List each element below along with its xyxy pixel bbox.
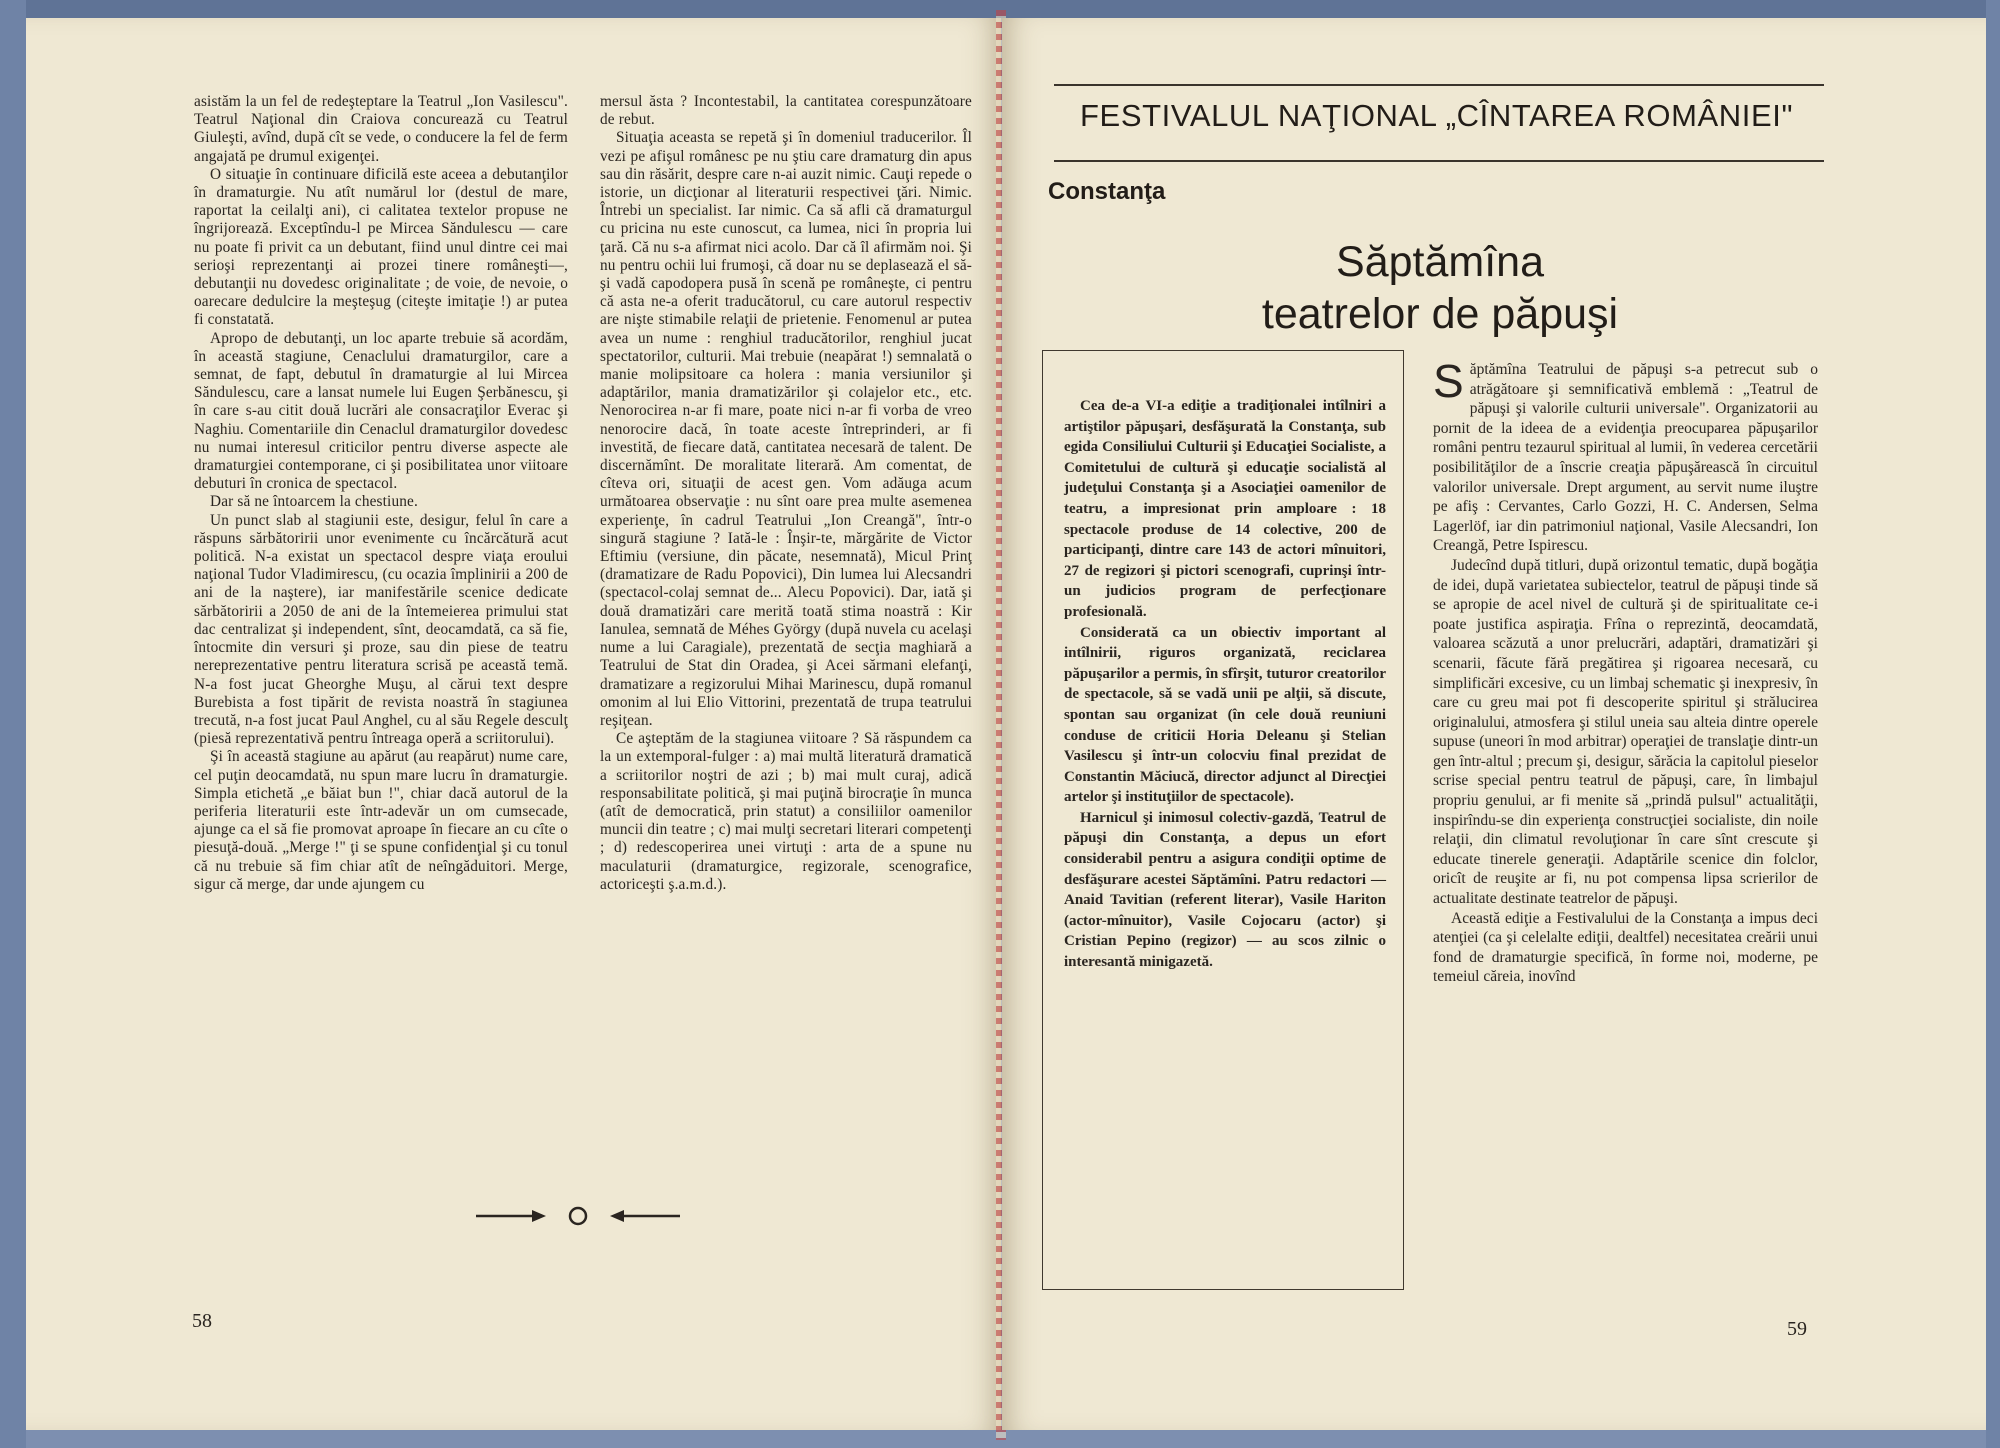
right-page-column bbox=[1433, 355, 1818, 987]
paragraph-text: ăptămîna Teatrului de păpuşi s-a petrecut sub o atrăgătoare şi semnificativă emblemă : „Teatrul de păpuşi şi valorile culturii universale". Organizatorii au pornit de la ideea de a evidenţia preocuparea păpuşarilor români pentru tezaurul spiritual al lumii, în vederea cercetării posibilităţilor de a înscrie creaţia păpuşărească în circuitul valorilor universale. Drept argument, au servit nume iluştre pe afiş : Cervantes, Carlo Gozzi, H. C. Andersen, Selma Lagerlöf, iar din patrimoniul naţional, Vasile Alecsandri, Ion Creangă, Petre Ispirescu. bbox=[1433, 361, 1818, 555]
page-number-left: 58 bbox=[192, 1310, 212, 1332]
section-end-ornament bbox=[474, 1196, 682, 1236]
intro-box-text bbox=[1064, 396, 1386, 973]
paragraph: Şi în această stagiune au apărut (au reapărut) nume care, cel puţin deocamdată, nu spun mare lucru în dramaturgie. Simpla etichetă „e băiat bun !", chiar dacă autorul de la periferia literaturii este într-adevăr un om cumsecade, ajunge ca el să fie promovat aproape în fiecare an cu cîte o piesuţă-două. „Merge !" ţi se spune confidenţial şi cu tonul că nu trebuie să fim chiar atît de neîngăduitori. Merge, sigur că merge, dar unde ajungem cu bbox=[194, 748, 568, 893]
page-number-right: 59 bbox=[1787, 1318, 1807, 1340]
paragraph: asistăm la un fel de redeşteptare la Teatrul „Ion Vasilescu". Teatrul Naţional din Craiova concurează cu Teatrul Giuleşti, avînd, după cît se vede, o conducere la fel de ferm angajată pe drumul exigenţei. bbox=[194, 93, 568, 165]
paragraph: O situaţie în continuare dificilă este aceea a debutanţilor în dramaturgie. Nu atît numărul lor (destul de mare, raportat la ceilalţi ani), ci calitatea textelor propuse ne îngrijorează. Exceptîndu-l pe Mircea Săndulescu — care nu poate fi privit ca un debutant, fiind unul dintre cei mai serioşi reprezentanţi ai prozei tinere româneşti—, debutanţii nu dovedesc originalitate ; de voie, de nevoie, o oarecare dedulcire la meşteşug (citeşte imitaţie !) ar putea fi constatată. bbox=[194, 165, 568, 329]
headline-line-1: Săptămîna bbox=[1336, 238, 1544, 286]
paragraph: Harnicul şi inimosul colectiv-gazdă, Teatrul de păpuşi din Constanţa, a depus un efort considerabil pentru a asigura condiţii optime de desfăşurare acestei Săptămîni. Patru redactori — Anaid Tavitian (referent literar), Vasile Hariton (actor-mînuitor), Vasile Cojocaru (actor) şi Cristian Pepino (regizor) — au scos zilnic o interesantă minigazetă. bbox=[1064, 809, 1386, 971]
book-cover-right-edge bbox=[1986, 0, 2000, 1448]
paragraph: Această ediţie a Festivalului de la Constanţa a impus deci atenţiei (ca şi celelalte ediţii, dealtfel) necesitatea creării unui fond de dramaturgie specifică, în forme noi, moderne, pe temeiul căreia, inovînd bbox=[1433, 909, 1818, 986]
paragraph: Judecînd după titluri, după orizontul tematic, după bogăţia de idei, după varietatea subiectelor, teatrul de păpuşi tinde să se apropie de acel nivel de cultură şi de spiritualitate ce-i poate justifica aspiraţia. Frîna o reprezintă, deocamdată, valoarea scăzută a unor prelucrări, adaptări, dramatizări şi scenarii, făcute fără pregătirea şi rigoarea necesară, cu simplificări excesive, cu un limbaj schematic şi inexpresiv, în care cu greu mai pot fi descoperite spiritul şi strălucirea originalului, atmosfera şi stilul uneia sau alteia dintre operele supuse (uneori în mod arbitrar) operaţiei de translaţie dintr-un gen într-altul ; precum şi, desigur, sărăcia la capitolul pieselor scrise special pentru teatrul de păpuşi, care, în limbajul propriu genului, ar fi menite să „prindă pulsul" actualităţii, inspirîndu-se din experienţa construcţiei socialiste, din noile relaţii, din climatul revoluţionar în care sînt crescute şi educate tinerele generaţii. Adaptările scenice din folclor, oricît de reuşite ar fi, nu pot compensa lipsa scrierilor de actualitate destinate teatrelor de păpuşi. bbox=[1433, 556, 1818, 908]
paragraph: Apropo de debutanţi, un loc aparte trebuie să acordăm, în această stagiune, Cenaclului dramaturgilor, care a semnat, de fapt, debutul în dramaturgie al lui Mircea Săndulescu, care a lansat numele lui Eugen Şerbănescu, şi în care s-au citit două lucrări ale consacraţilor Everac şi Naghiu. Comentariile din Cenaclul dramaturgilor dovedesc nu numai interesul criticilor pentru diverse aspecte ale dramaturgiei contemporane, ci şi posibilitatea unor viitoare debuturi în cronica de spectacol. bbox=[194, 329, 568, 493]
article-headline bbox=[1240, 236, 1640, 340]
left-page-column-2 bbox=[600, 93, 972, 894]
drop-cap-letter: S bbox=[1433, 355, 1464, 407]
banner-rule-top bbox=[1054, 84, 1824, 86]
paragraph: Situaţia aceasta se repetă şi în domeniul traducerilor. Îl vezi pe afişul românesc pe nu ştiu care dramaturg din apus sau din răsărit, despre care n-ai auzit nimic. Cauţi repede o istorie, un dicţionar al literaturii respectivei ţări. Nimic. Întrebi un specialist. Iar nimic. Ca să afli că dramaturgul cu pricina nu este cunoscut, ca lumea, nici în propria lui ţară. Că nu s-a afirmat nici acolo. Dar că îl afirmăm noi. Şi nu pentru ochii lui frumoşi, că doar nu se deplasează el să-şi vadă capodopera pusă în scenă pe româneşte, ci pentru că asta ne-a oferit traducătorul, cu care autorul respectiv are nişte stimabile relaţii de prietenie. Fenomenul ar putea avea un nume : renghiul traducătorilor, renghiul jucat spectatorilor, culturii. Mai trebuie (neapărat !) semnalată o manie molipsitoare ca holera : mania versiunilor şi adaptărilor, mania dramatizărilor şi colajelor etc., etc. Nenorocirea n-ar fi mare, poate nici n-ar fi vorba de vreo nenorocire dacă, în toate aceste întreprinderi, ar fi investită, de fiecare dată, cantitatea necesară de talent. De discernămînt. De moralitate literară. Am comentat, de cîteva ori, situaţii de acest gen. Vom adăuga acum următoarea observaţie : nu sînt oare prea multe asemenea experienţe, în cadrul Teatrului „Ion Creangă", într-o singură stagiune ? Iată-le : Înşir-te, mărgărite de Victor Eftimiu (versiune, din păcate, nesemnată), Micul Prinţ (dramatizare de Radu Popovici), Din lumea lui Alecsandri (spectacol-colaj semnat de... Alecu Popovici). Dar, iată şi două dramatizări care merită toată stima noastră : Kir Ianulea, semnată de Méhes György (după nuvela cu acelaşi nume a lui Caragiale), prezentată de secţia maghiară a Teatrului de Stat din Oradea, şi Acei sărmani elefanţi, dramatizare a regizorului Mihai Marinescu, după romanul omonim al lui Elio Vittorini, prezentată de trupa teatrului reşiţean. bbox=[600, 129, 972, 729]
city-heading: Constanţa bbox=[1048, 178, 1166, 205]
paragraph: Cea de-a VI-a ediţie a tradiţionalei intîlniri a artiştilor păpuşari, desfăşurată la Constanţa, sub egida Consiliului Culturii şi Educaţiei Socialiste, a Comitetului de cultură şi educaţie socialistă al judeţului Constanţa şi a Asociaţiei oamenilor de teatru, a impresionat prin amploare : 18 spectacole produse de 14 colective, 200 de participanţi, dintre care 143 de actori mînuitori, 27 de regizori şi pictori scenografi, cuprinşi într-un judicios program de perfecţionare profesională. bbox=[1064, 398, 1386, 620]
festival-banner: FESTIVALUL NAŢIONAL „CÎNTAREA ROMÂNIEI" bbox=[1080, 98, 1794, 133]
paragraph: Un punct slab al stagiunii este, desigur, felul în care a răspuns sărbătoririi unor evenimente cu încărcătură acut politică. N-a existat un spectacol despre viaţa eroului naţional Tudor Vladimirescu, (cu ocazia împlinirii a 200 de ani de la naştere), iar manifestările scenice dedicate sărbătoririi a 2050 de ani de la întemeierea primului stat dac centralizat şi independent, sînt, deocamdată, ca să fie, întocmite din versuri şi proze, sau din piese de teatru nereprezentative pentru literatura scrisă pe această temă. N-a fost jucat Gheorghe Muşu, al cărui text despre Burebista a fost tipărit de revista noastră în stagiunea trecută, n-a fost jucat Paul Anghel, cu al său Regele desculţ (piesă reprezentativă pentru întreaga operă a scriitorului). bbox=[194, 511, 568, 748]
left-page-column-1 bbox=[194, 93, 568, 894]
paragraph-with-dropcap bbox=[1433, 355, 1818, 556]
paragraph: Dar să ne întoarcem la chestiune. bbox=[210, 493, 418, 511]
banner-rule-bottom bbox=[1054, 160, 1824, 162]
headline-line-2: teatrelor de păpuşi bbox=[1261, 290, 1619, 338]
paragraph: Ce aşteptăm de la stagiunea viitoare ? Să răspundem ca la un extemporal-fulger : a) mai multă literatură dramatică a scriitorilor noştri de azi ; b) mai mult curaj, adică responsabilitate politică, şi mai puţină birocraţie în munca (atît de democratică, prin statut) a consiliilor oamenilor muncii din teatre ; c) mai mulţi secretari literari competenţi ; d) redescoperirea unei virtuţi : arta de a spune nu maculaturii (dramaturgice, regizorale, scenografice, actoriceşti ş.a.m.d.). bbox=[600, 730, 972, 893]
paragraph: mersul ăsta ? Incontestabil, la cantitatea corespunzătoare de rebut. bbox=[600, 93, 972, 129]
paragraph: Considerată ca un obiectiv important al intîlnirii, riguros organizată, reciclarea păpuşarilor a permis, în sfîrşit, tuturor creatorilor de spectacole, să se vadă unii pe alţii, să discute, spontan sau organizat (în cele două reuniuni conduse de criticii Horia Deleanu şi Stelian Vasilescu şi într-un colocviu final prezidat de Constantin Măciucă, director adjunct al Direcţiei artelor şi instituţiilor de spectacole). bbox=[1064, 624, 1386, 806]
book-cover-left-edge bbox=[0, 0, 26, 1448]
